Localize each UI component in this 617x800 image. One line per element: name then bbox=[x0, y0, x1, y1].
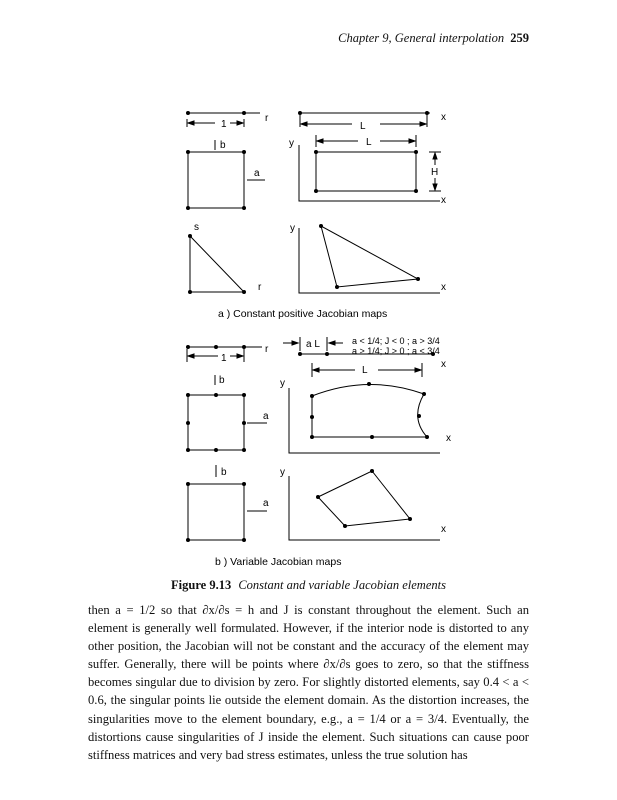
mapped-triangle bbox=[321, 226, 418, 287]
node bbox=[242, 150, 246, 154]
node bbox=[414, 189, 418, 193]
b-label: b bbox=[219, 375, 225, 386]
arrow-head bbox=[188, 354, 194, 358]
b-label: b bbox=[221, 467, 227, 478]
parent-square-a1 bbox=[188, 152, 244, 208]
x-label: x bbox=[441, 282, 446, 293]
L-label: L bbox=[362, 365, 368, 376]
node bbox=[186, 448, 190, 452]
node bbox=[242, 290, 246, 294]
arrow-head bbox=[409, 139, 415, 143]
arrow-head bbox=[313, 368, 319, 372]
xy-axes-a1 bbox=[299, 145, 440, 201]
node bbox=[422, 392, 426, 396]
node bbox=[298, 352, 302, 356]
condition-line-2: a > 1/4; J > 0 ; a < 3/4 bbox=[352, 346, 440, 356]
distorted-quad bbox=[318, 471, 410, 526]
mapped-rectangle bbox=[316, 152, 416, 191]
arrow-head bbox=[433, 184, 437, 190]
node bbox=[186, 393, 190, 397]
node bbox=[343, 524, 347, 528]
s-label: s bbox=[194, 222, 199, 233]
node bbox=[242, 482, 246, 486]
a-label: a bbox=[254, 168, 260, 179]
node bbox=[186, 111, 190, 115]
node bbox=[310, 435, 314, 439]
chapter-title: Chapter 9, General interpolation bbox=[338, 31, 505, 45]
node bbox=[242, 448, 246, 452]
dim-label-1: 1 bbox=[221, 119, 227, 130]
node bbox=[408, 517, 412, 521]
L-label: L bbox=[360, 121, 366, 132]
node bbox=[242, 111, 246, 115]
L-label: L bbox=[366, 137, 372, 148]
x-label: x bbox=[441, 112, 446, 123]
x-label: x bbox=[441, 195, 446, 206]
node bbox=[414, 150, 418, 154]
node bbox=[186, 150, 190, 154]
xy-axes-a2 bbox=[299, 228, 440, 293]
x-label: x bbox=[441, 359, 446, 370]
condition-line-1: a < 1/4; J < 0 ; a > 3/4 bbox=[352, 336, 440, 346]
node bbox=[242, 393, 246, 397]
node bbox=[425, 111, 429, 115]
curved-element bbox=[312, 384, 427, 437]
node bbox=[314, 189, 318, 193]
arrow-head bbox=[433, 153, 437, 159]
xy-axes-b2 bbox=[289, 476, 440, 540]
node bbox=[425, 435, 429, 439]
figure-number: Figure 9.13 bbox=[171, 578, 232, 592]
arrow-head bbox=[317, 139, 323, 143]
body-text bbox=[88, 601, 529, 764]
node bbox=[298, 111, 302, 115]
parent-square-b1 bbox=[188, 395, 244, 450]
a-label: a bbox=[263, 411, 269, 422]
arrow-head bbox=[188, 121, 194, 125]
node bbox=[188, 290, 192, 294]
y-label: y bbox=[280, 467, 285, 478]
node bbox=[186, 345, 190, 349]
node bbox=[325, 352, 329, 356]
parent-triangle bbox=[190, 236, 244, 292]
x-label: x bbox=[446, 433, 451, 444]
aL-label: a L bbox=[306, 339, 320, 350]
figure-caption bbox=[0, 578, 617, 593]
parent-square-b2 bbox=[188, 484, 244, 540]
arrow-head bbox=[292, 341, 298, 345]
panel-b-caption: b ) Variable Jacobian maps bbox=[215, 556, 342, 568]
y-label: y bbox=[289, 138, 294, 149]
node bbox=[186, 206, 190, 210]
r-label: r bbox=[265, 113, 269, 124]
node bbox=[214, 345, 218, 349]
b-label: b bbox=[220, 140, 226, 151]
H-label: H bbox=[431, 167, 439, 178]
arrow-head bbox=[415, 368, 421, 372]
arrow-head bbox=[301, 122, 307, 126]
arrow-head bbox=[420, 122, 426, 126]
arrow-head bbox=[329, 341, 335, 345]
node bbox=[367, 382, 371, 386]
node bbox=[186, 538, 190, 542]
r-label: r bbox=[265, 344, 269, 355]
arrow-head bbox=[237, 121, 243, 125]
node bbox=[316, 495, 320, 499]
node bbox=[370, 435, 374, 439]
node bbox=[417, 414, 421, 418]
a-label: a bbox=[263, 498, 269, 509]
node bbox=[310, 415, 314, 419]
node bbox=[319, 224, 323, 228]
body-paragraph: then a = 1/2 so that ∂x/∂s = h and J is constant throughout the element. Such an element is generally well formulated. However, if the interior node is distorted to any other position, the Jacobian will not be constant and the accuracy of the element may suffer. Generally, there will be points where ∂x/∂s goes to zero, so that the stiffness becomes singular due to division by zero. For slightly distorted elements, say 0.4 < a < 0.6, the singular points lie outside the element domain. As the distortion increases, the singularities move to the element boundary, e.g., a = 1/4 or a = 3/4. Eventually, the distortions cause singularities of J inside the element. Such situations can cause poor stiffness matrices and very bad stress estimates, unless the true solution has bbox=[88, 603, 529, 762]
figure-title: Constant and variable Jacobian elements bbox=[238, 578, 446, 592]
y-label: y bbox=[280, 378, 285, 389]
page-number: 259 bbox=[510, 31, 529, 45]
dim-label-1: 1 bbox=[221, 353, 227, 364]
r-label: r bbox=[258, 282, 262, 293]
node bbox=[214, 448, 218, 452]
node bbox=[335, 285, 339, 289]
panel-a-caption: a ) Constant positive Jacobian maps bbox=[218, 308, 388, 320]
node bbox=[314, 150, 318, 154]
node bbox=[416, 277, 420, 281]
node bbox=[242, 345, 246, 349]
node bbox=[242, 538, 246, 542]
y-label: y bbox=[290, 223, 295, 234]
node bbox=[370, 469, 374, 473]
node bbox=[310, 394, 314, 398]
node bbox=[242, 206, 246, 210]
node bbox=[186, 482, 190, 486]
arrow-head bbox=[237, 354, 243, 358]
node bbox=[214, 393, 218, 397]
x-label: x bbox=[441, 524, 446, 535]
node bbox=[242, 421, 246, 425]
node bbox=[186, 421, 190, 425]
node bbox=[188, 234, 192, 238]
